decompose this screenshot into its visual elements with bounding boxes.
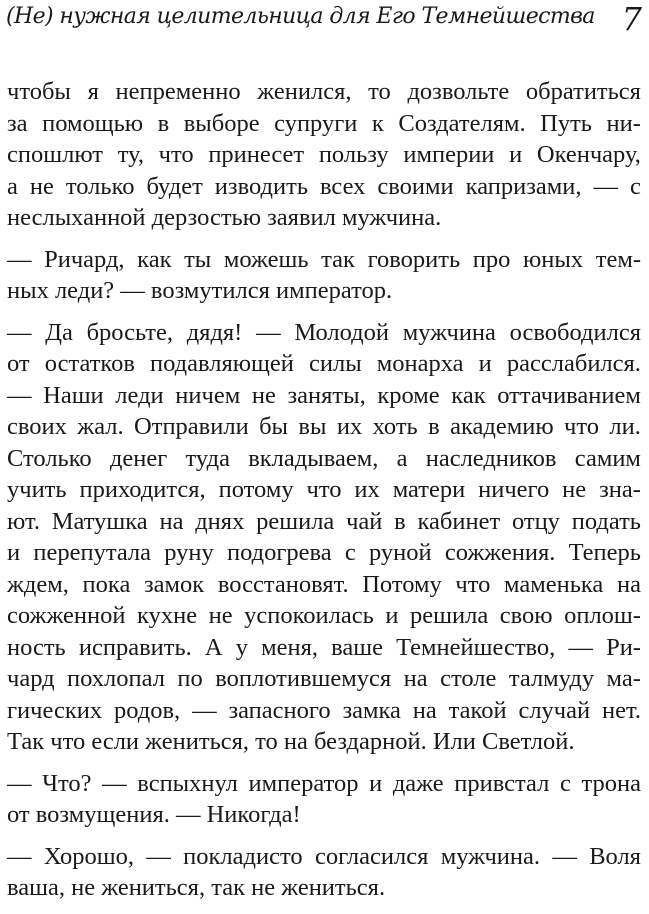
text-line: — Что? — вспыхнул император и даже привстал с трона bbox=[7, 769, 641, 797]
text-line: чтобы я непременно женился, то дозвольте обратиться bbox=[7, 78, 641, 105]
text-line: от остатков подавляющей силы монарха и расслабился. bbox=[7, 350, 641, 377]
paragraph bbox=[7, 768, 641, 831]
text-line: ют. Матушка на днях решила чай в кабинет отцу подать bbox=[7, 507, 641, 535]
paragraph bbox=[7, 317, 641, 758]
text-line: ваша, не жениться, так не жениться. bbox=[7, 874, 386, 901]
text-line: своих жал. Отправили бы вы их хоть в академию что ли. bbox=[7, 413, 641, 440]
page-number: 7 bbox=[621, 0, 642, 38]
text-line: и перепутала руну подогрева с руной сожжения. Теперь bbox=[7, 539, 641, 566]
text-line: Так что если жениться, то на бездарной. Или Светлой. bbox=[7, 728, 575, 755]
text-line: неслыханной дерзостью заявил мужчина. bbox=[7, 204, 442, 231]
text-line: ность исправить. А у меня, ваше Темнейшество, — Ри- bbox=[7, 633, 641, 661]
text-line: гических родов, — запасного замка на такой случай нет. bbox=[7, 696, 641, 724]
text-line: — Ричард, как ты можешь так говорить про юных тем- bbox=[7, 245, 641, 273]
text-line: ных леди? — возмутился император. bbox=[7, 277, 393, 304]
text-line: — Да бросьте, дядя! — Молодой мужчина освободился bbox=[7, 318, 641, 346]
text-line: учить приходится, потому что их матери ничего не зна- bbox=[7, 476, 641, 503]
running-title: (Не) нужная целительница для Его Темнейшества bbox=[6, 4, 595, 29]
running-head bbox=[6, 0, 642, 40]
text-line: ждем, пока замок восстановят. Потому что маменька на bbox=[7, 570, 641, 598]
text-line: сожженной кухне не успокоилась и решила свою оплош- bbox=[7, 602, 641, 629]
paragraph bbox=[7, 841, 641, 904]
text-line: — Наши леди ничем не заняты, кроме как оттачиванием bbox=[7, 381, 641, 409]
text-line: а не только будет изводить всех своими капризами, — с bbox=[7, 172, 641, 200]
text-line: Столько денег туда вкладываем, а наследников самим bbox=[7, 444, 641, 472]
text-line: от возмущения. — Никогда! bbox=[7, 801, 301, 828]
paragraph bbox=[7, 244, 641, 307]
text-line: за помощью в выборе супруги к Создателям. Путь ни- bbox=[7, 109, 641, 137]
text-line: спошлют ту, что принесет пользу империи и Окенчару, bbox=[7, 141, 641, 168]
text-line: чард похлопал по воплотившемуся на столе талмуду ма- bbox=[7, 665, 641, 692]
text-line: — Хорошо, — покладисто согласился мужчина. — Воля bbox=[7, 842, 641, 870]
paragraph bbox=[7, 76, 641, 234]
body-text bbox=[7, 76, 641, 914]
